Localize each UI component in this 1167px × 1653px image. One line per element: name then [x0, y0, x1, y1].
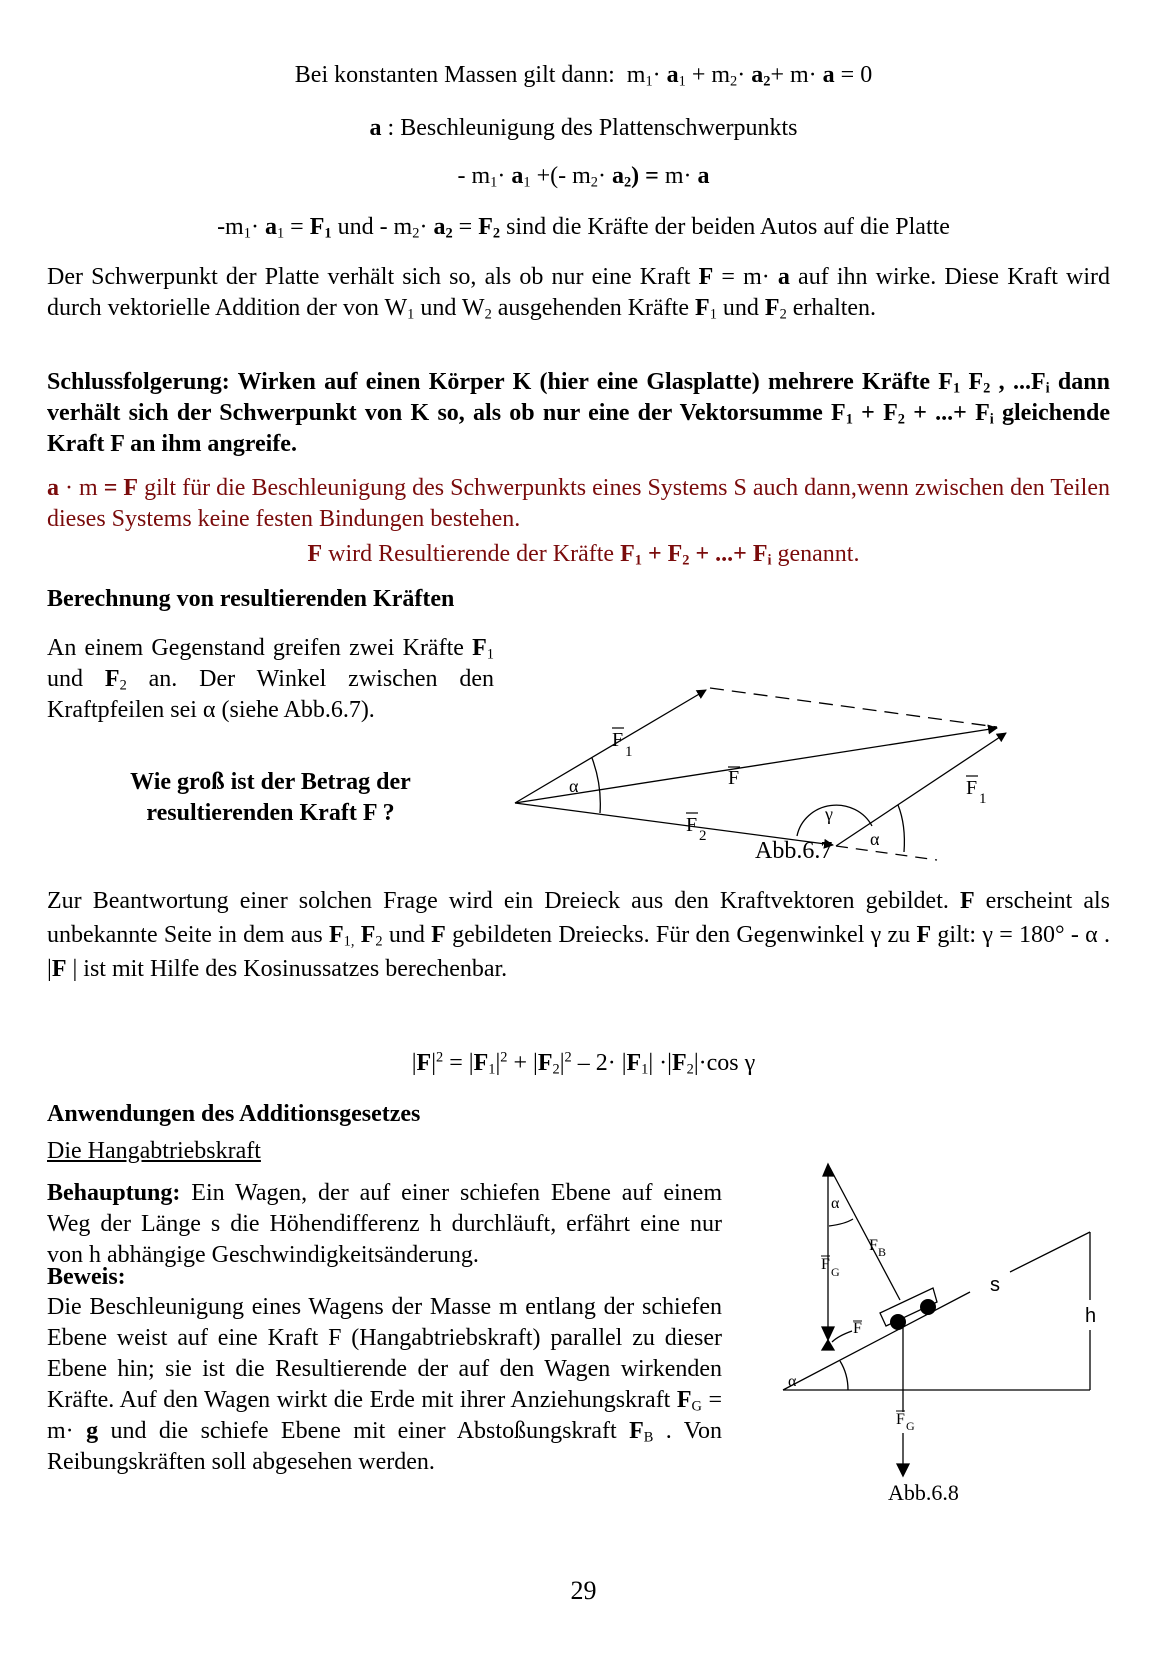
label-alpha-top: α — [831, 1195, 840, 1212]
label-FB: F — [869, 1237, 878, 1254]
question-line-1: Wie groß ist der Betrag der — [130, 769, 411, 795]
eq2-text: : Beschleunigung des Plattenschwerpunkts — [381, 115, 798, 141]
label-FG-top: F — [821, 1256, 830, 1273]
eq1-formula: $m_1\cdot a_1 + m_2\cdot a_2+ m\cdot a = 0$ — [626, 62, 873, 90]
arrow-FG-upper — [822, 1327, 834, 1340]
paragraph-schwerpunkt: Der Schwerpunkt der Platte verhält sich so, als ob nur eine Kraft F = m· a auf ihn wirke. Diese Kraft wird durch vektorielle Addition der von $W_1$ und $W_2$ ausgehenden Kräfte $F_1$ und $F_2$ erhalten. — [47, 264, 1110, 323]
vector-F1-shifted — [836, 733, 1006, 846]
claim-paragraph: Behauptung: Ein Wagen, der auf einer schiefen Ebene auf einem Weg der Länge s die Höhendifferenz h durchläuft, erfährt eine nur von h abhängige Geschwindigkeitsänderung. — [47, 1180, 722, 1268]
section1-paragraph: An einem Gegenstand greifen zwei Kräfte $F_1$ und $F_2$ an. Der Winkel zwischen den Kraftpfeilen sei α (siehe Abb.6.7). — [47, 635, 495, 723]
eq2-symbol: a — [369, 115, 382, 141]
dashed-F2-extension — [836, 846, 937, 860]
label-alpha-right: α — [870, 829, 880, 849]
label-FG-bottom-sub: G — [906, 1419, 915, 1433]
label-FG-top-sub: G — [831, 1265, 840, 1279]
vector-F-line — [832, 1331, 852, 1342]
arrow-FG-lower — [897, 1464, 909, 1476]
car-wheel-front — [920, 1299, 936, 1315]
eq1-prefix: Bei konstanten Massen gilt dann: — [294, 62, 615, 88]
label-F2-sub: 2 — [699, 828, 707, 844]
label-F1-right: F — [966, 777, 978, 799]
proof-label: Beweis: — [47, 1264, 126, 1290]
alpha-arc-right — [898, 805, 904, 852]
equation-line-4: $-m_1\cdot a_1 = F_1$ und - $m_2\cdot a_2 = F_2$ sind die Kräfte der beiden Autos auf die Platte — [217, 214, 950, 242]
section-heading-additionsgesetz: Anwendungen des Additionsgesetzes — [47, 1101, 421, 1127]
vector-F1 — [515, 690, 706, 803]
label-F1-top-sub: 1 — [625, 744, 633, 760]
conclusion-paragraph: Schlussfolgerung: Wirken auf einen Körper K (hier eine Glasplatte) mehrere Kräfte $F_1$ $F_2$ , $...F_i$ dann verhält sich der Schwerpunkt von K so, als ob nur eine der Vektorsumme $F_1 + F_2$ + ...+ $F_i$ gleichende Kraft F an ihm angreife. — [47, 369, 1110, 457]
page-number: 29 — [570, 1576, 597, 1605]
label-gamma: γ — [825, 804, 833, 824]
vector-F — [515, 728, 997, 803]
question-line-2: resultierenden Kraft F ? — [146, 800, 395, 826]
red-note-paragraph: a · m = F gilt für die Beschleunigung des Schwerpunkts eines Systems S auch dann,wenn zwischen den Teilen dieses Systems keine festen Bindungen bestehen. — [47, 475, 1110, 532]
label-F1-right-sub: 1 — [979, 791, 987, 807]
figure-1-caption: Abb.6.7 — [755, 838, 833, 864]
label-FB-sub: B — [878, 1245, 887, 1259]
car-body — [880, 1288, 937, 1326]
section-heading-resultierende-kraefte: Berechnung von resultierenden Kräften — [47, 586, 455, 612]
label-s: s — [990, 1274, 1000, 1296]
label-alpha-bottom: α — [788, 1373, 797, 1390]
gamma-arc — [797, 805, 872, 836]
label-F: F — [728, 767, 740, 789]
cosine-law-formula: $|F|^2 = |F_1|^2 + |F_2|^2 - 2\cdot |F_1| \cdot|F_2|\cdot\cos$ γ — [411, 1049, 756, 1078]
figure-2-caption: Abb.6.8 — [888, 1480, 959, 1505]
label-F-slope: F — [853, 1320, 862, 1337]
alpha-arc-left — [592, 758, 600, 813]
ramp-slope-lower — [783, 1292, 970, 1390]
label-h: h — [1085, 1305, 1097, 1327]
equation-line-2 — [0, 115, 1167, 142]
question — [47, 767, 494, 829]
equation-line-3: - $m_1\cdot a_1$ +(- $m_2\cdot a_2) = m\cdot a$ — [457, 163, 710, 191]
paragraph-dreieck: Zur Beantwortung einer solchen Frage wird ein Dreieck aus den Kraftvektoren gebildet. F erscheint als unbekannte Seite in dem aus $F_{1,}$ $F_2$ und F gebildeten Dreiecks. Für den Gegenwinkel γ zu F gilt: γ = 180° - α . |F | ist mit Hilfe des Kosinussatzes berechenbar. — [47, 888, 1111, 982]
alpha-arc-bottom — [840, 1361, 848, 1390]
label-alpha-left: α — [569, 776, 579, 796]
alpha-arc-top — [829, 1219, 853, 1226]
claim-label: Behauptung: — [47, 1180, 181, 1206]
red-note-line-2: F wird Resultierende der Kräfte $F_1 + F_2$ + ...+ $F_i$ genannt. — [307, 541, 860, 569]
label-F2: F — [686, 814, 698, 836]
label-F1-top: F — [612, 729, 624, 751]
equation-line-1 — [0, 62, 1167, 89]
ramp-slope-upper — [1010, 1232, 1090, 1272]
label-FG-bottom: F — [896, 1411, 905, 1428]
dashed-F2-parallel — [710, 688, 997, 727]
arrow-top — [823, 1164, 834, 1176]
proof-paragraph: Die Beschleunigung eines Wagens der Masse m entlang der schiefen Ebene weist auf eine Kraft F (Hangabtriebskraft) parallel zu dieser Ebene hin; sie ist die Resultierende der auf den Wagen wirkenden Kräfte. Auf den Wagen wirkt die Erde mit ihrer Anziehungskraft $F_G = m\cdot g$ und die schiefe Ebene mit einer Abstoßungskraft $F_B$ . Von Reibungskräften soll abgesehen werden. — [47, 1294, 722, 1475]
vector-FB-line — [830, 1168, 900, 1300]
arrow-F-tip — [822, 1340, 834, 1350]
car-wheel-rear — [890, 1314, 906, 1330]
subheading-hangabtriebskraft: Die Hangabtriebskraft — [47, 1138, 261, 1164]
